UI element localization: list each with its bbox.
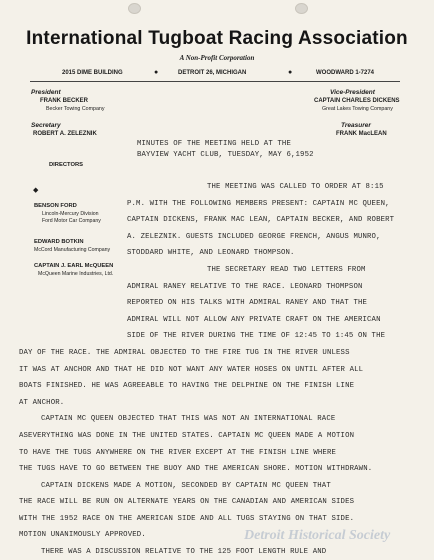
minutes-line: THE SECRETARY READ TWO LETTERS FROM [207,266,366,274]
treasurer-name: FRANK MacLEAN [336,131,387,137]
minutes-line: ASEVERYTHING WAS DONE IN THE UNITED STATES. CAPTAIN MC QUEEN MADE A MOTION [19,431,355,440]
minutes-line: DAY OF THE RACE. THE ADMIRAL OBJECTED TO THE FIRE TUG IN THE RIVER UNLESS [19,348,350,357]
secretary-name: ROBERT A. ZELEZNIK [33,131,97,137]
minutes-line: STODDARD WHITE, AND LEONARD THOMPSON. [127,249,295,258]
minutes-line: CAPTAIN DICKENS, FRANK MAC LEAN, CAPTAIN BECKER, AND ROBERT [127,216,395,225]
vp-name: CAPTAIN CHARLES DICKENS [314,98,400,104]
minutes-line: THERE WAS A DISCUSSION RELATIVE TO THE 125 FOOT LENGTH RULE AND [41,548,327,556]
minutes-line: IT WAS AT ANCHOR AND THAT HE DID NOT WANT ANY WATER HOSES ON UNTIL AFTER ALL [19,365,364,374]
director-affiliation: McQueen Marine Industries, Ltd. [38,271,114,277]
address-building: 2015 DIME BUILDING [62,70,123,76]
minutes-line: BOATS FINISHED. HE WAS AGREEABLE TO HAVING THE DELPHINE ON THE FINISH LINE [19,382,355,391]
watermark: Detroit Historical Society [244,528,391,543]
header-divider [30,81,400,82]
punch-hole-left [128,3,141,14]
bullet-icon: ● [288,68,293,76]
minutes-line: ADMIRAL WILL NOT ALLOW ANY PRIVATE CRAFT ON THE AMERICAN [127,315,381,324]
minutes-line: CAPTAIN MC QUEEN OBJECTED THAT THIS WAS NOT AN INTERNATIONAL RACE [41,415,336,424]
address-phone: WOODWARD 1-7274 [316,70,375,76]
director-name: EDWARD BOTKIN [34,239,84,245]
minutes-line: SIDE OF THE RIVER DURING THE TIME OF 12:45 TO 1:45 ON THE [127,332,386,341]
minutes-heading: BAYVIEW YACHT CLUB, TUESDAY, MAY 6,1952 [137,151,314,159]
minutes-line: WITH THE 1952 RACE ON THE AMERICAN SIDE AND ALL TUGS STAYING ON THAT SIDE. [19,514,355,523]
minutes-line: A. ZELEZNIK. GUESTS INCLUDED GEORGE FRENCH, ANGUS MUNRO, [127,232,381,241]
director-affiliation: Ford Motor Car Company [42,218,101,224]
directors-heading: DIRECTORS [49,162,84,168]
director-affiliation: Lincoln-Mercury Division [42,211,99,217]
director-affiliation: McCord Manufacturing Company [34,247,111,253]
minutes-line: THE TUGS HAVE TO GO BETWEEN THE BUOY AND THE AMERICAN SHORE. MOTION WITHDRAWN. [19,465,373,473]
minutes-line: P.M. WITH THE FOLLOWING MEMBERS PRESENT: CAPTAIN MC QUEEN, [127,199,390,208]
president-company: Becker Towing Company [46,106,105,112]
director-name: BENSON FORD [34,203,77,209]
president-name: FRANK BECKER [40,98,88,104]
org-name: International Tugboat Racing Association [26,28,408,49]
minutes-line: ADMIRAL RANEY RELATIVE TO THE RACE. LEONARD THOMPSON [127,282,363,291]
vp-title: Vice-President [330,89,375,96]
minutes-line: REPORTED ON HIS TALKS WITH ADMIRAL RANEY AND THAT THE [127,299,368,308]
minutes-line: CAPTAIN DICKENS MADE A MOTION, SECONDED BY CAPTAIN MC QUEEN THAT [41,481,331,490]
secretary-title: Secretary [31,122,61,129]
minutes-line: TO HAVE THE TUGS ANYWHERE ON THE RIVER EXCEPT AT THE FINISH LINE WHERE [19,448,337,457]
minutes-line: THE RACE WILL BE RUN ON ALTERNATE YEARS ON THE CANADIAN AND AMERICAN SIDES [19,498,355,507]
treasurer-title: Treasurer [341,122,371,129]
minutes-line: AT ANCHOR. [19,398,65,407]
address-city: DETROIT 26, MICHIGAN [178,70,247,76]
president-title: President [31,89,61,96]
minutes-line: THE MEETING WAS CALLED TO ORDER AT 8:15 [207,183,384,191]
minutes-heading: MINUTES OF THE MEETING HELD AT THE [137,140,291,148]
vp-company: Great Lakes Towing Company [322,106,393,112]
diamond-icon: ◆ [33,186,39,194]
bullet-icon: ● [154,68,159,76]
punch-hole-right [295,3,308,14]
minutes-line: MOTION UNANIMOUSLY APPROVED. [19,531,146,540]
director-name: CAPTAIN J. EARL McQUEEN [34,263,114,269]
org-subtitle: A Non-Profit Corporation [179,54,255,62]
